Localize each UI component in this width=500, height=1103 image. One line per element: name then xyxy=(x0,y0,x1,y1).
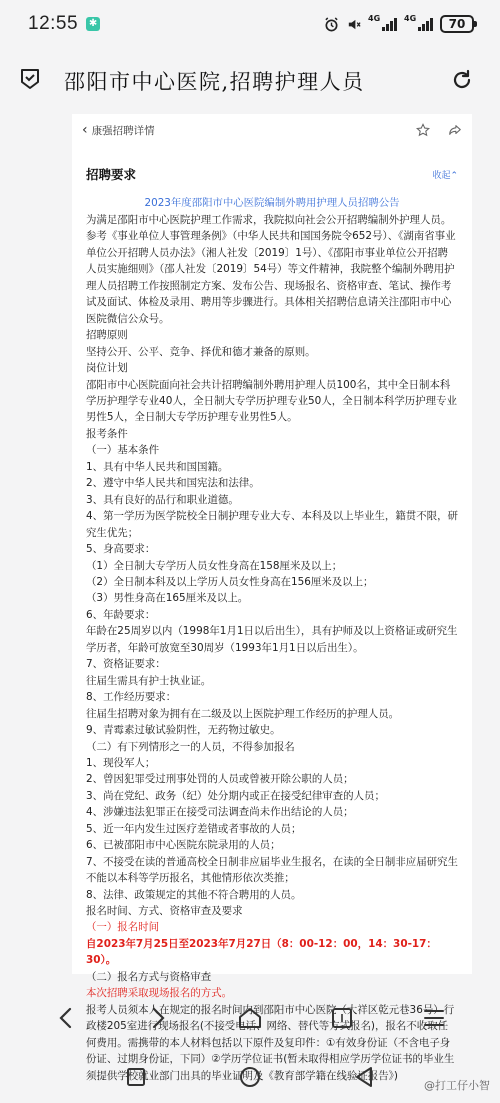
paragraph: 6、年龄要求： xyxy=(86,608,156,621)
watermark: @打工仔小智 xyxy=(424,1079,490,1092)
notice-body xyxy=(86,212,458,1084)
paragraph: 报考人员须本人在规定的报名时间内到邵阳市中心医院（大祥区乾元巷36号）行政楼205室进行现场报名(不接受电话、网络、替代等方式报名)，报名不收取任何费用。需携带的本人材料包括以下原件及复印件：①有效身份证（不含电子身份证、过期身份证，下同）②学历学位证书(暂未取得相应学历学位证书的毕业生须提供学校就业部门出具的毕业证明及《教育部学籍在线验证报告》) xyxy=(86,1003,455,1082)
paragraph: （二）报名方式与资格审查 xyxy=(86,970,212,983)
recents-icon[interactable] xyxy=(124,1065,148,1089)
paragraph: 3、具有良好的品行和职业道德。 xyxy=(86,493,239,506)
section-header xyxy=(86,154,458,194)
paragraph: （一）基本条件 xyxy=(86,444,160,457)
paragraph: 4、涉嫌违法犯罪正在接受司法调查尚未作出结论的人员； xyxy=(86,806,354,819)
paragraph: （3）男性身高在165厘米及以上。 xyxy=(86,592,249,605)
page-title: 邵阳市中心医院,招聘护理人员 xyxy=(64,70,365,94)
paragraph: 8、工作经历要求： xyxy=(86,691,177,704)
signal-1-icon: 4G xyxy=(368,17,397,31)
star-icon[interactable] xyxy=(416,123,430,137)
registration-method: 本次招聘采取现场报名的方式。 xyxy=(86,987,233,1000)
paragraph: 4、第一学历为医学院校全日制护理专业大专、本科及以上毕业生，籍贯不限，研究生优先； xyxy=(86,510,458,539)
collapse-button[interactable]: 收起⌃ xyxy=(432,170,458,181)
chevron-up-icon: ⌃ xyxy=(450,170,458,181)
title-bar xyxy=(0,52,500,108)
nav-actions xyxy=(416,123,462,137)
paragraph: 报名时间、方式、资格审查及要求 xyxy=(86,905,243,918)
mute-icon xyxy=(346,17,361,32)
nav-title: 康强招聘详情 xyxy=(91,124,155,137)
registration-time: 自2023年7月25日至2023年7月27日（8：00-12：00，14：30-17：30）。 xyxy=(86,937,437,967)
paragraph: 年龄在25周岁以内（1998年1月1日以后出生），具有护师及以上资格证或研究生学历者，年龄可放宽至30周岁（1993年1月1日以后出生）。 xyxy=(86,625,458,654)
paragraph: 邵阳市中心医院面向社会共计招聘编制外聘用护理人员100名，其中全日制本科学历护理学专业40人，全日制大专学历护理专业50人，全日制本科学历护理专业男性5人，全日制大专学历护理专业男性5人。 xyxy=(86,378,457,424)
paragraph: 3、尚在党纪、政务（纪）处分期内或正在接受纪律审查的人员； xyxy=(86,789,385,802)
paragraph: 报考条件 xyxy=(86,427,128,440)
paragraph: 坚持公开、公平、竞争、择优和德才兼备的原则。 xyxy=(86,345,316,358)
status-bar xyxy=(0,0,500,48)
paragraph: 招聘原则 xyxy=(86,329,128,342)
status-icons xyxy=(324,15,474,33)
paragraph: 8、法律、政策规定的其他不符合聘用的人员。 xyxy=(86,888,302,901)
paragraph: （2）全日制本科及以上学历人员女性身高在156厘米及以上； xyxy=(86,575,374,588)
screenshot-card xyxy=(72,114,472,1082)
paragraph: （1）全日制大专学历人员女性身高在158厘米及以上； xyxy=(86,559,343,572)
paragraph: 为满足邵阳市中心医院护理工作需求，我院拟向社会公开招聘编制外护理人员。参考《事业单位人事管理条例》（中华人民共和国国务院令652号）、《湖南省事业单位公开招聘人员办法》（湘人社发〔2019〕1号）、《邵阳市事业单位公开招聘人员实施细则》（邵人社发〔2019〕54号）等文件精神，我院整个编制外聘用护理人员招聘工作按照制定方案、发布公告、现场报名、资格审查、笔试、操作考试及面试、体检及录用、聘用等步骤进行。具体相关招聘信息请关注邵阳市中心医院微信公众号。 xyxy=(86,214,456,325)
home-circle-icon[interactable] xyxy=(238,1065,262,1089)
notice-heading: 2023年度邵阳市中心医院编制外聘用护理人员招聘公告 xyxy=(144,197,400,209)
home-icon[interactable] xyxy=(235,1003,265,1033)
app-notification-icon: ✱ xyxy=(86,17,100,31)
paragraph: 5、身高要求： xyxy=(86,543,156,556)
paragraph: 9、青霉素过敏试验阴性，无药物过敏史。 xyxy=(86,724,281,737)
paragraph: 往届生招聘对象为拥有在二级及以上医院护理工作经历的护理人员。 xyxy=(86,707,400,720)
paragraph: 2、遵守中华人民共和国宪法和法律。 xyxy=(86,477,260,490)
paragraph: 7、不接受在读的普通高校全日制非应届毕业生报名，在读的全日制非应届研究生不能以本科等学历报名，其他情形依次类推； xyxy=(86,855,458,885)
paragraph: 5、近一年内发生过医疗差错或者事故的人员； xyxy=(86,822,302,835)
paragraph: 2、曾因犯罪受过刑事处罚的人员或曾被开除公职的人员； xyxy=(86,773,354,786)
detail-nav xyxy=(72,114,472,146)
browser-toolbar xyxy=(0,990,500,1046)
paragraph: 岗位计划 xyxy=(86,362,128,375)
menu-icon[interactable] xyxy=(419,1003,449,1033)
paragraph: 6、已被邵阳市中心医院东院录用的人员； xyxy=(86,839,281,852)
recruit-section xyxy=(72,154,472,1084)
paragraph: （二）有下列情形之一的人员，不得参加报名 xyxy=(86,740,295,753)
back-button[interactable]: ‹ xyxy=(82,122,88,138)
paragraph: 7、资格证要求： xyxy=(86,658,166,671)
back-arrow-icon[interactable] xyxy=(51,1003,81,1033)
signal-2-icon: 4G xyxy=(404,17,433,31)
forward-arrow-icon[interactable] xyxy=(143,1003,173,1033)
paragraph: 1、现役军人； xyxy=(86,756,156,769)
tabs-icon[interactable] xyxy=(327,1003,357,1033)
alarm-icon xyxy=(324,17,339,32)
refresh-icon[interactable] xyxy=(450,68,474,92)
back-triangle-icon[interactable] xyxy=(352,1065,376,1089)
section-title: 招聘要求 xyxy=(86,167,137,182)
status-time: 12:55 xyxy=(28,13,79,34)
paragraph: 1、具有中华人民共和国国籍。 xyxy=(86,460,229,473)
paragraph: 往届生需具有护士执业证。 xyxy=(86,674,212,687)
share-icon[interactable] xyxy=(448,123,462,137)
battery-icon: 70 xyxy=(440,15,474,33)
red-heading: （一）报名时间 xyxy=(86,921,160,934)
checklist-icon[interactable] xyxy=(20,68,40,90)
